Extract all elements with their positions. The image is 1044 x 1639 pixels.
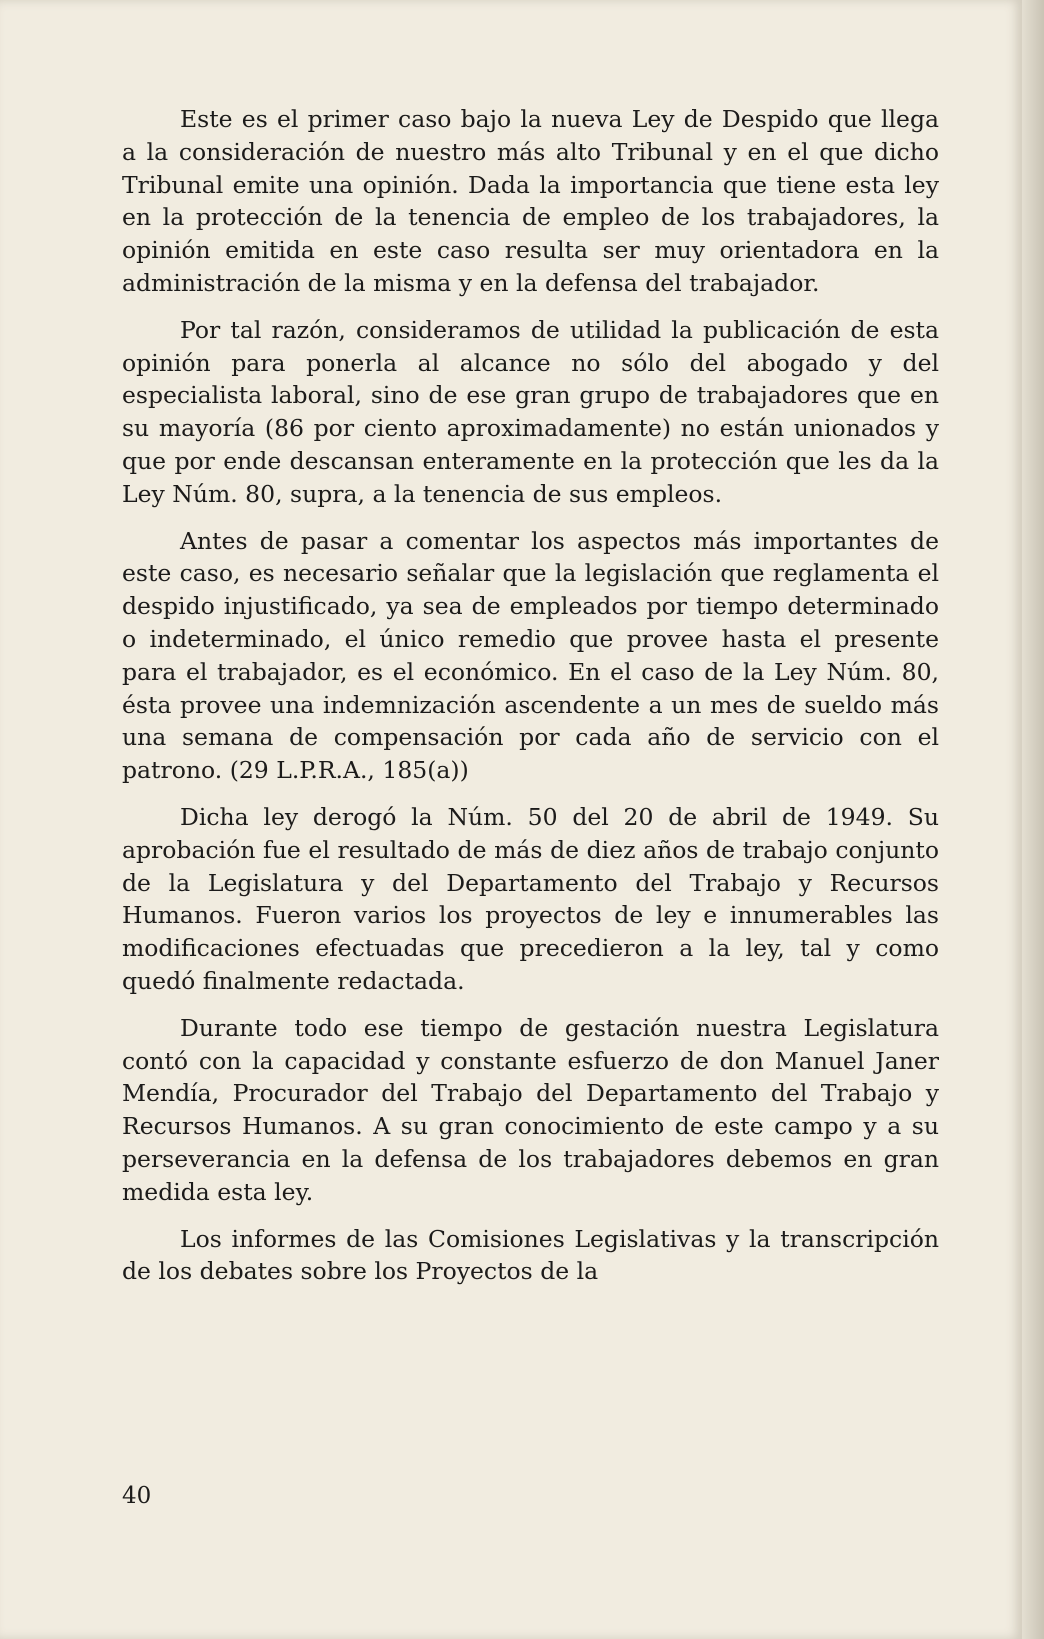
paragraph-1: Este es el primer caso bajo la nueva Ley de Despido que llega a la consideración de nuestro más alto Tribunal y en el que dicho Tribunal emite una opinión. Dada la importancia que tiene esta ley en la protección de la tenencia de empleo de los trabajadores, la opinión emitida en este caso resulta ser muy orientadora en la administración de la misma y en la defensa del trabajador. — [122, 105, 939, 297]
page-edge — [1022, 0, 1044, 1639]
paragraph-4: Dicha ley derogó la Núm. 50 del 20 de abril de 1949. Su aprobación fue el resultado de más de diez años de trabajo conjunto de la Legislatura y del Departamento del Trabajo y Recursos Humanos. Fueron varios los proyectos de ley e innumerables las modificaciones efectuadas que precedieron a la ley, tal y como quedó finalmente redactada. — [122, 802, 939, 995]
paragraph-2: Por tal razón, consideramos de utilidad la publicación de esta opinión para ponerla al alcance no sólo del abogado y del especialista laboral, sino de ese gran grupo de trabajadores que en su mayoría (86 por ciento aproximadamente) no están unionados y que por ende descansan enteramente en la protección que les da la Ley Núm. 80, supra, a la tenencia de sus empleos. — [122, 315, 939, 508]
body-text — [122, 103, 939, 1302]
page-number: 40 — [122, 1483, 152, 1509]
paragraph-3: Antes de pasar a comentar los aspectos más importantes de este caso, es necesario señalar que la legislación que reglamenta el despido injustificado, ya sea de empleados por tiempo determinado o indeterminado, el único remedio que provee hasta el presente para el trabajador, es el económico. En el caso de la Ley Núm. 80, ésta provee una indemnización ascendente a un mes de sueldo más una semana de compensación por cada año de servicio con el patrono. (29 L.P.R.A., 185(a)) — [122, 526, 939, 785]
paragraph-5: Durante todo ese tiempo de gestación nuestra Legislatura contó con la capacidad y constante esfuerzo de don Manuel Janer Mendía, Procurador del Trabajo del Departamento del Trabajo y Recursos Humanos. A su gran conocimiento de este campo y a su perseverancia en la defensa de los trabajadores debemos en gran medida esta ley. — [122, 1013, 939, 1206]
paragraph-6: Los informes de las Comisiones Legislativas y la transcripción de los debates sobre los Proyectos de la — [122, 1224, 939, 1286]
